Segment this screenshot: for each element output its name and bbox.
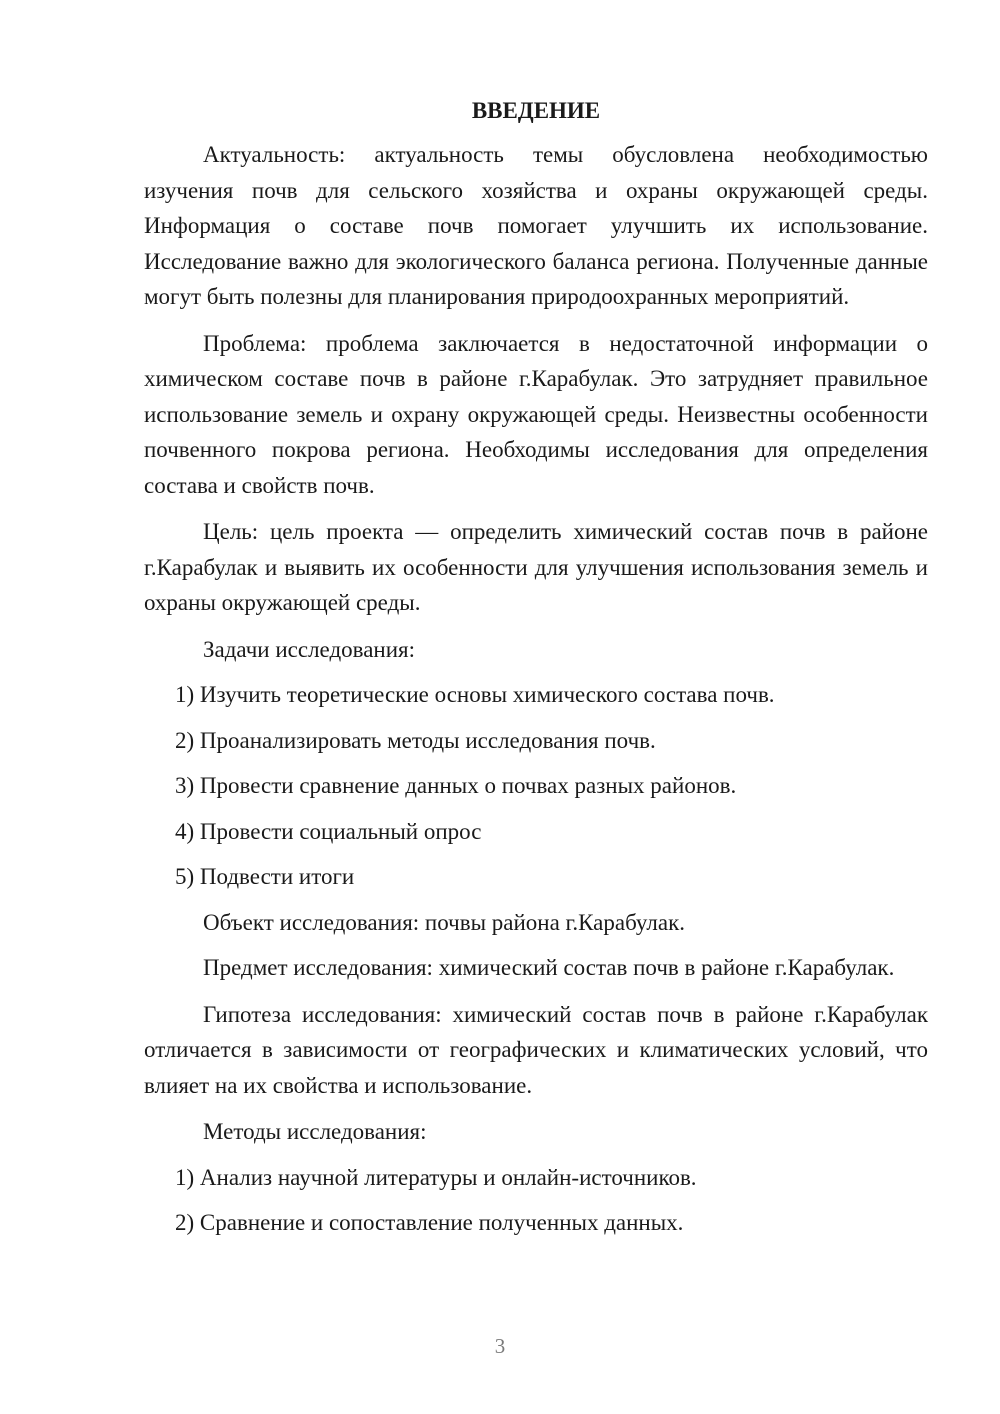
list-item: 2) Сравнение и сопоставление полученных данных. — [175, 1210, 684, 1235]
methods-list — [144, 1160, 928, 1241]
hypothesis-paragraph: Гипотеза исследования: химический состав почв в районе г.Карабулак отличается в зависимости от географических и климатических условий, что влияет на их свойства и использование. — [144, 1001, 928, 1098]
tasks-heading: Задачи исследования: — [203, 636, 416, 662]
list-item: 5) Подвести итоги — [175, 864, 355, 889]
subject-paragraph: Предмет исследования: химический состав почв в районе г.Карабулак. — [203, 955, 895, 980]
list-item: 3) Провести сравнение данных о почвах разных районов. — [175, 773, 737, 798]
page-number: 3 — [494, 1334, 506, 1358]
object-paragraph: Объект исследования: почвы района г.Карабулак. — [203, 909, 686, 935]
list-item: 4) Провести социальный опрос — [175, 818, 482, 844]
goal-paragraph: Цель: цель проекта — определить химический состав почв в районе г.Карабулак и выявить их особенности для улучшения использования земель и охраны окружающей среды. — [144, 519, 928, 615]
relevance-paragraph: Актуальность: актуальность темы обусловлена необходимостью изучения почв для сельского хозяйства и охраны окружающей среды. Информация о составе почв помогает улучшить их использование. Исследование важно для экологического баланса региона. Полученные данные могут быть полезны для планирования природоохранных мероприятий. — [144, 142, 928, 309]
problem-paragraph: Проблема: проблема заключается в недостаточной информации о химическом составе почв в районе г.Карабулак. Это затрудняет правильное использование земель и охрану окружающей среды. Неизвестны особенности почвенного покрова региона. Необходимы исследования для определения состава и свойств почв. — [144, 330, 928, 498]
tasks-list — [144, 677, 928, 895]
list-item: 1) Изучить теоретические основы химического состава почв. — [175, 682, 775, 707]
section-title: ВВЕДЕНИЕ — [471, 98, 601, 123]
list-item: 1) Анализ научной литературы и онлайн-источников. — [175, 1164, 697, 1190]
page-content — [144, 94, 928, 1251]
list-item: 2) Проанализировать методы исследования почв. — [175, 727, 656, 753]
methods-heading: Методы исследования: — [203, 1119, 427, 1144]
